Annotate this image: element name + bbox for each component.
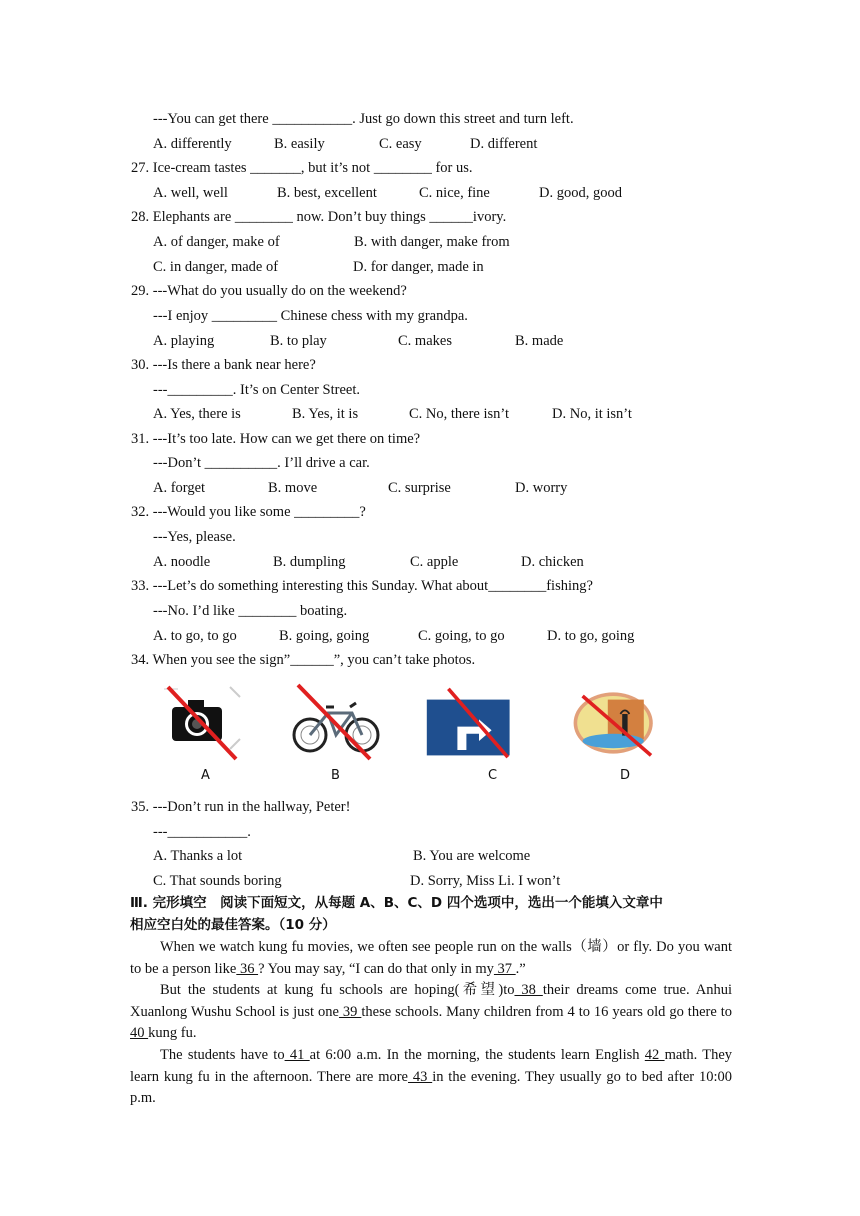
q28-stem: 28. Elephants are ________ now. Don’t buy things ______ivory.: [131, 209, 507, 225]
blank-43[interactable]: 43: [408, 1068, 433, 1085]
q32-stem: 32. ---Would you like some _________?: [131, 504, 366, 520]
passage-text: at 6:00 a.m. In the morning, the students learn English: [309, 1046, 645, 1063]
q33-option-c[interactable]: C. going, to go: [418, 628, 505, 644]
q29-option-b[interactable]: B. to play: [270, 333, 327, 349]
q31-stem: 31. ---It’s too late. How can we get there on time?: [131, 431, 421, 447]
blank-38[interactable]: 38: [514, 982, 543, 999]
passage-text: their dreams come true. Anhui Xuanlong Wushu School is just one: [130, 982, 732, 1020]
cloze-passage: [130, 937, 732, 1110]
passage-text: kung fu.: [148, 1025, 197, 1042]
q31-option-c[interactable]: C. surprise: [388, 480, 451, 496]
blank-39[interactable]: 39: [338, 1003, 362, 1020]
q30-stem: 30. ---Is there a bank near here?: [131, 357, 316, 373]
q29-option-a[interactable]: A. playing: [153, 333, 215, 349]
q30-option-a[interactable]: A. Yes, there is: [153, 406, 241, 422]
passage-paragraph-1: [130, 937, 732, 980]
q31-option-b[interactable]: B. move: [268, 480, 318, 496]
passage-paragraph-3: [130, 1045, 732, 1110]
q32-option-d[interactable]: D. chicken: [521, 554, 584, 570]
passage-text: ? You may say, “I can do that only in my: [258, 960, 494, 977]
q33-option-a[interactable]: A. to go, to go: [153, 628, 237, 644]
q26-stem: ---You can get there ___________. Just go down this street and turn left.: [153, 111, 574, 127]
q27-option-c[interactable]: C. nice, fine: [419, 185, 490, 201]
q27-stem: 27. Ice-cream tastes _______, but it’s not ________ for us.: [131, 160, 473, 176]
q33-option-d[interactable]: D. to go, going: [547, 628, 635, 644]
q31-option-a[interactable]: A. forget: [153, 480, 206, 496]
q26-option-b[interactable]: B. easily: [274, 136, 325, 152]
q33-stem: 33. ---Let’s do something interesting this Sunday. What about________fishing?: [131, 578, 593, 594]
passage-text: The students have to: [160, 1046, 285, 1063]
q35-option-c[interactable]: C. That sounds boring: [153, 873, 282, 889]
passage-paragraph-2: [130, 980, 732, 1045]
q29-answer-line: ---I enjoy _________ Chinese chess with my grandpa.: [153, 308, 468, 324]
q31-option-d[interactable]: D. worry: [515, 480, 568, 496]
q32-option-c[interactable]: C. apple: [410, 554, 459, 570]
sign-a-label: A: [201, 768, 210, 783]
no-camera-sign-image[interactable]: [160, 683, 250, 763]
blank-42[interactable]: 42: [644, 1046, 665, 1063]
q31-answer-line: ---Don’t __________. I’ll drive a car.: [153, 455, 370, 471]
sign-c-label: C: [488, 768, 498, 783]
q32-option-a[interactable]: A. noodle: [153, 554, 211, 570]
q32-answer-line: ---Yes, please.: [153, 529, 236, 545]
section-3-heading-cont: 相应空白处的最佳答案。（10 分）: [130, 917, 336, 933]
q34-stem: 34. When you see the sign”______”, you can’t take photos.: [131, 652, 476, 668]
q32-option-b[interactable]: B. dumpling: [273, 554, 346, 570]
q29-option-c[interactable]: C. makes: [398, 333, 452, 349]
q30-answer-line: ---_________. It’s on Center Street.: [153, 382, 360, 398]
passage-text: But the students at kung fu schools are hoping(希望)to: [160, 982, 515, 999]
passage-text: these schools. Many children from 4 to 16 years old go there to: [361, 1003, 732, 1020]
q29-stem: 29. ---What do you usually do on the weekend?: [131, 283, 407, 299]
q26-option-d[interactable]: D. different: [470, 136, 538, 152]
q27-option-d[interactable]: D. good, good: [539, 185, 622, 201]
blank-37[interactable]: 37: [493, 960, 516, 977]
q35-option-d[interactable]: D. Sorry, Miss Li. I won’t: [410, 873, 561, 889]
passage-text: math. They learn kung fu in the afternoon. There are more: [130, 1046, 733, 1085]
q28-option-c[interactable]: C. in danger, made of: [153, 259, 279, 275]
q30-option-d[interactable]: D. No, it isn’t: [552, 406, 632, 422]
q30-option-c[interactable]: C. No, there isn’t: [409, 406, 510, 422]
passage-text: When we watch kung fu movies, we often see people run on the walls（墙）or fly. Do you want to be a person like: [130, 939, 732, 977]
q35-answer-line: ---___________.: [153, 824, 251, 840]
q28-option-d[interactable]: D. for danger, made in: [353, 259, 484, 275]
q27-option-a[interactable]: A. well, well: [153, 185, 228, 201]
q33-option-b[interactable]: B. going, going: [279, 628, 370, 644]
q33-answer-line: ---No. I’d like ________ boating.: [153, 603, 348, 619]
passage-text: in the evening. They usually go to bed after 10:00 p.m.: [130, 1068, 732, 1107]
q27-option-b[interactable]: B. best, excellent: [277, 185, 377, 201]
q29-option-d[interactable]: B. made: [515, 333, 564, 349]
q26-option-a[interactable]: A. differently: [153, 136, 232, 152]
passage-text: .”: [515, 960, 526, 977]
blank-41[interactable]: 41: [284, 1046, 310, 1063]
q30-option-b[interactable]: B. Yes, it is: [292, 406, 359, 422]
no-umbrella-sign-image[interactable]: [570, 683, 660, 763]
q26-option-c[interactable]: C. easy: [379, 136, 422, 152]
no-right-turn-sign-image[interactable]: [425, 683, 515, 763]
blank-36[interactable]: 36: [236, 960, 259, 977]
no-bicycle-sign-image[interactable]: [290, 683, 380, 763]
q28-option-a[interactable]: A. of danger, make of: [153, 234, 280, 250]
q35-option-b[interactable]: B. You are welcome: [413, 848, 531, 864]
q35-option-a[interactable]: A. Thanks a lot: [153, 848, 243, 864]
sign-b-label: B: [331, 768, 340, 783]
section-3-heading: Ⅲ. 完形填空 阅读下面短文，从每题 A、B、C、D 四个选项中，选出一个能填入文章中: [130, 895, 663, 911]
blank-40[interactable]: 40: [130, 1025, 149, 1042]
sign-d-label: D: [620, 768, 631, 783]
q35-stem: 35. ---Don’t run in the hallway, Peter!: [131, 799, 351, 815]
q28-option-b[interactable]: B. with danger, make from: [354, 234, 510, 250]
